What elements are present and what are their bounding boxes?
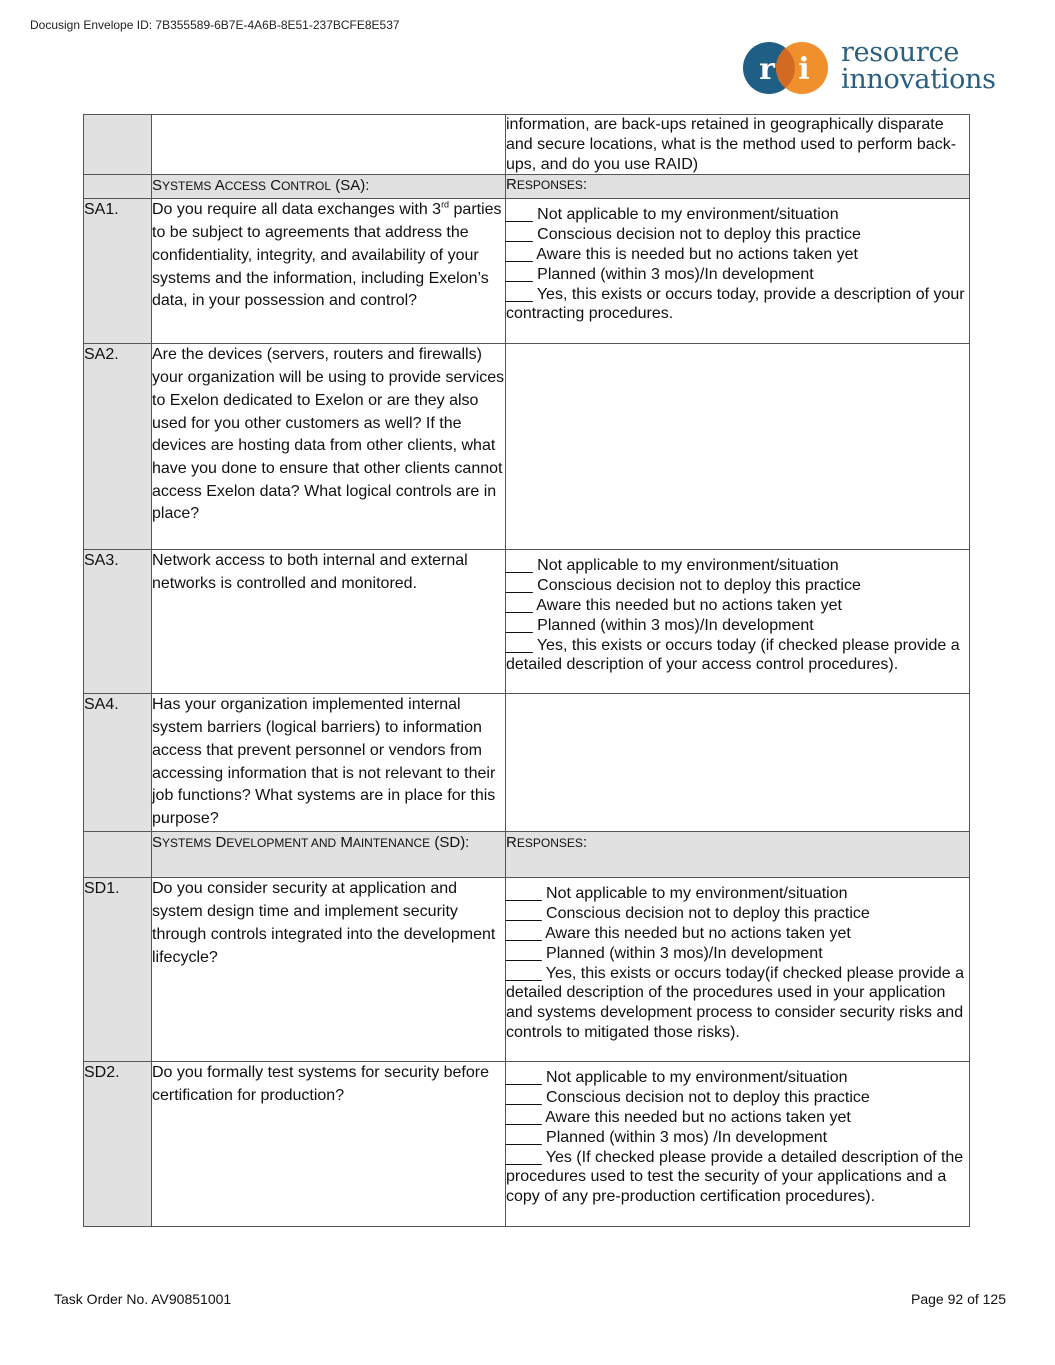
page-number: Page 92 of 125 [911, 1291, 1006, 1307]
row-id: SD1. [84, 878, 152, 1062]
question-text: Has your organization implemented internal system barriers (logical barriers) to information access that prevent personnel or vendors from accessing information that is not relevant to their job functions? What systems are in place for this purpose? [152, 694, 506, 832]
option-yes[interactable]: ___ Yes, this exists or occurs today, provide a description of your contracting procedures. [506, 285, 965, 323]
option-planned[interactable]: ___ Planned (within 3 mos)/In development [506, 265, 814, 283]
table-row [84, 878, 970, 1062]
response-cell: information, are back-ups retained in geographically disparate and secure locations, what is the method used to perform back-ups, and do you use RAID) [506, 115, 970, 175]
row-id: SD2. [84, 1062, 152, 1227]
task-order-number: Task Order No. AV90851001 [54, 1291, 232, 1307]
option-planned[interactable]: ___ Planned (within 3 mos)/In development [506, 616, 814, 634]
option-yes[interactable]: ___ Yes, this exists or occurs today (if checked please provide a detailed description of your access control procedures). [506, 636, 960, 674]
option-conscious-decision[interactable]: ___ Conscious decision not to deploy this practice [506, 226, 861, 244]
section-title-sd: SYSTEMS DEVELOPMENT AND MAINTENANCE (SD): [152, 832, 506, 878]
row-id: SA1. [84, 199, 152, 344]
table-row [84, 694, 970, 832]
row-id: SA3. [84, 550, 152, 694]
table-row [84, 115, 970, 175]
response-cell-empty[interactable] [506, 344, 970, 550]
table-row [84, 550, 970, 694]
option-conscious-decision[interactable]: ____ Conscious decision not to deploy this practice [506, 905, 870, 923]
question-text: Are the devices (servers, routers and firewalls) your organization will be using to provide services to Exelon dedicated to Exelon or are they also used for you other customers as well? If the devices are hosting data from other clients, what have you done to ensure that other clients cannot access Exelon data? What logical controls are in place? [152, 344, 506, 550]
option-planned[interactable]: ____ Planned (within 3 mos) /In development [506, 1128, 828, 1146]
option-conscious-decision[interactable]: ___ Conscious decision not to deploy this practice [506, 577, 861, 595]
table-row [84, 344, 970, 550]
option-not-applicable[interactable]: ____ Not applicable to my environment/situation [506, 885, 848, 903]
envelope-id: Docusign Envelope ID: 7B355589-6B7E-4A6B-8E51-237BCFE8E537 [30, 18, 400, 32]
section-header-row [84, 832, 970, 878]
option-yes[interactable]: ____ Yes (If checked please provide a detailed description of the procedures used to test the security of your applications and a copy of any pre-production certification procedures). [506, 1148, 964, 1206]
logo-mark-i: i [798, 52, 810, 87]
question-text: Do you formally test systems for security before certification for production? [152, 1062, 506, 1227]
option-not-applicable[interactable]: ___ Not applicable to my environment/situation [506, 206, 839, 224]
section-title-sa: SYSTEMS ACCESS CONTROL (SA): [152, 175, 506, 199]
option-planned[interactable]: ____ Planned (within 3 mos)/In development [506, 944, 823, 962]
option-yes[interactable]: ____ Yes, this exists or occurs today(if checked please provide a detailed description of the procedures used in your application and systems development process to consider security risks and controls to mitigated those risks). [506, 964, 965, 1041]
option-aware[interactable]: ____ Aware this needed but no actions taken yet [506, 924, 851, 942]
responses-header: RESPONSES: [506, 832, 970, 878]
logo-line-2: innovations [841, 64, 996, 95]
questionnaire-table [83, 114, 970, 1227]
option-not-applicable[interactable]: ___ Not applicable to my environment/situation [506, 557, 839, 575]
option-not-applicable[interactable]: ____ Not applicable to my environment/situation [506, 1069, 848, 1087]
row-id: SA2. [84, 344, 152, 550]
logo-mark-r: r [759, 52, 775, 87]
table-row [84, 1062, 970, 1227]
logo-mark-icon [740, 38, 840, 98]
company-logo [740, 38, 1015, 98]
row-id: SA4. [84, 694, 152, 832]
question-text: Network access to both internal and external networks is controlled and monitored. [152, 550, 506, 694]
option-aware[interactable]: ____ Aware this needed but no actions taken yet [506, 1108, 851, 1126]
section-header-row [84, 175, 970, 199]
logo-line-1: resource [841, 37, 959, 68]
response-options [506, 550, 970, 694]
response-cell-empty[interactable] [506, 694, 970, 832]
responses-header: RESPONSES: [506, 175, 970, 199]
question-cell [152, 115, 506, 175]
response-options [506, 878, 970, 1062]
table-row [84, 199, 970, 344]
option-conscious-decision[interactable]: ____ Conscious decision not to deploy this practice [506, 1089, 870, 1107]
option-aware[interactable]: ___ Aware this is needed but no actions taken yet [506, 245, 858, 263]
response-options [506, 1062, 970, 1227]
logo-wordmark [841, 39, 996, 93]
question-text: Do you consider security at application and system design time and implement security through controls integrated into the development lifecycle? [152, 878, 506, 1062]
id-cell [84, 115, 152, 175]
response-options [506, 199, 970, 344]
option-aware[interactable]: ___ Aware this needed but no actions taken yet [506, 596, 842, 614]
question-text: Do you require all data exchanges with 3rd parties to be subject to agreements that address the confidentiality, integrity, and availability of your systems and the information, including Exelon’s data, in your possession and control? [152, 199, 506, 344]
